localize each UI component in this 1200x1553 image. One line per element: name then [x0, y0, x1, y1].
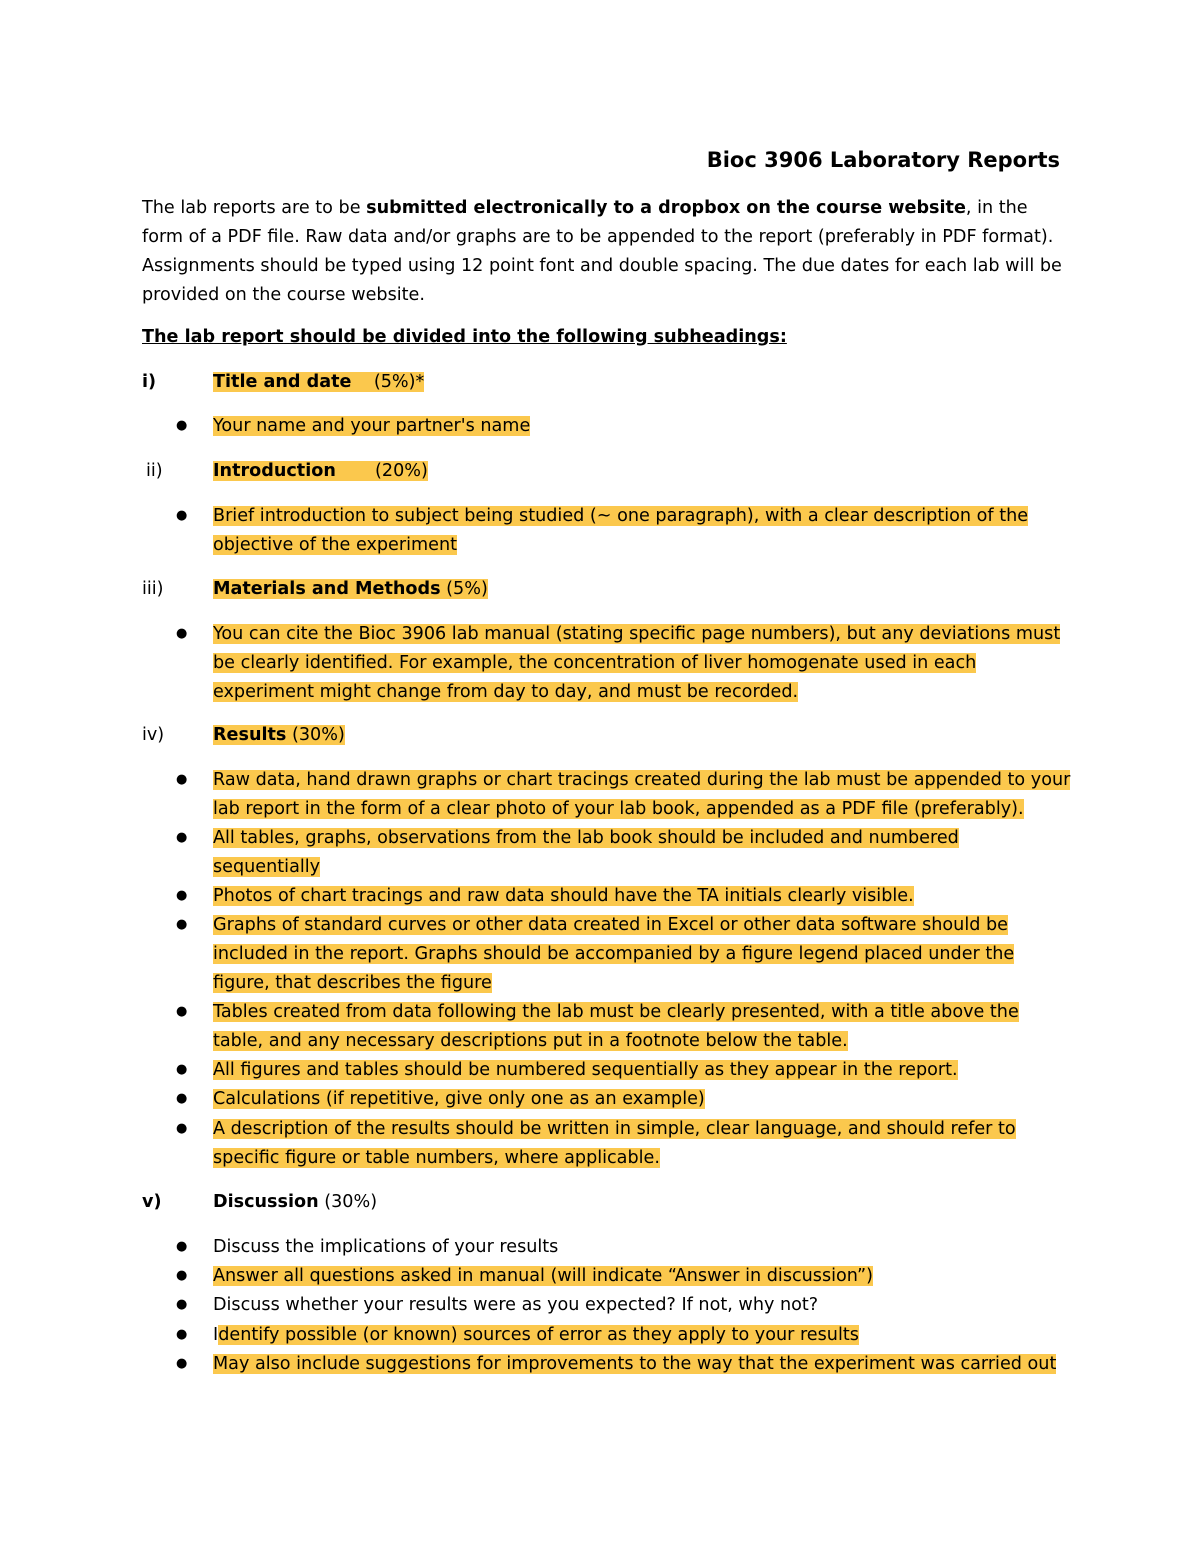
section-numeral: v)	[142, 1192, 162, 1212]
intro-text-1: The lab reports are to be	[142, 198, 367, 218]
section-title: Discussion	[213, 1192, 319, 1212]
intro-text-bold: submitted electronically to a dropbox on the course website	[366, 198, 966, 218]
intro-paragraph	[142, 194, 1062, 310]
list-item: Your name and your partner's name	[213, 416, 531, 436]
bullet-icon: ●	[176, 508, 188, 523]
section-heading	[213, 722, 345, 748]
bullet-icon: ●	[176, 418, 188, 433]
bullet-icon: ●	[176, 772, 188, 787]
list-item: Photos of chart tracings and raw data should have the TA initials clearly visible.	[213, 886, 914, 906]
intro-text-2: , in the form of a PDF file. Raw data and/or graphs are to be appended to the report (preferably in PDF format). Assignments should be typed using 12 point font and double spacing. The due dates for each lab will be provided on the course website.	[142, 198, 1062, 305]
list-item: Calculations (if repetitive, give only one as an example)	[213, 1089, 705, 1109]
section-weight: (5%)	[446, 579, 488, 599]
section-weight: (30%)	[324, 1192, 378, 1212]
section-heading	[213, 576, 488, 602]
section-title: Materials and Methods	[213, 579, 441, 599]
bullet-icon: ●	[176, 1268, 188, 1283]
subheadings-heading: The lab report should be divided into the following subheadings:	[142, 327, 787, 347]
list-item: Raw data, hand drawn graphs or chart tracings created during the lab must be appended to your lab report in the form of a clear photo of your lab book, appended as a PDF file (preferably).	[213, 770, 1071, 819]
list-item: All tables, graphs, observations from the lab book should be included and numbered sequentially	[213, 828, 959, 877]
section-title: Results	[213, 725, 287, 745]
bullet-icon: ●	[176, 1327, 188, 1342]
list-item: Answer all questions asked in manual (will indicate “Answer in discussion”)	[213, 1266, 873, 1286]
list-item: All figures and tables should be numbered sequentially as they appear in the report.	[213, 1060, 958, 1080]
section-title: Title and date	[213, 372, 352, 392]
list-item: A description of the results should be written in simple, clear language, and should refer to specific figure or table numbers, where applicable.	[213, 1119, 1016, 1168]
section-numeral: i)	[142, 372, 157, 392]
section-weight: (5%)*	[373, 372, 425, 392]
bullet-icon: ●	[176, 1004, 188, 1019]
list-item: Discuss the implications of your results	[213, 1237, 559, 1257]
bullet-icon: ●	[176, 888, 188, 903]
section-heading	[213, 1189, 377, 1215]
section-numeral: iv)	[142, 725, 165, 745]
section-heading	[213, 369, 424, 395]
bullet-icon: ●	[176, 1356, 188, 1371]
bullet-icon: ●	[176, 830, 188, 845]
list-item: May also include suggestions for improvements to the way that the experiment was carried out	[213, 1354, 1057, 1374]
section-heading	[213, 458, 428, 484]
list-item: Graphs of standard curves or other data created in Excel or other data software should be included in the report. Graphs should be accompanied by a figure legend placed under the figure, that describes the figure	[213, 915, 1015, 993]
section-numeral: iii)	[142, 579, 164, 599]
section-numeral: ii)	[146, 461, 163, 481]
section-weight: (30%)	[291, 725, 345, 745]
bullet-icon: ●	[176, 1239, 188, 1254]
bullet-icon: ●	[176, 1297, 188, 1312]
list-item: Identify possible (or known) sources of error as they apply to your results	[213, 1325, 859, 1345]
list-item: Tables created from data following the lab must be clearly presented, with a title above the table, and any necessary descriptions put in a footnote below the table.	[213, 1002, 1019, 1051]
list-item: Brief introduction to subject being studied (~ one paragraph), with a clear description of the objective of the experiment	[213, 506, 1029, 555]
section-weight: (20%)	[375, 461, 428, 481]
list-item: Discuss whether your results were as you expected? If not, why not?	[213, 1295, 819, 1315]
bullet-icon: ●	[176, 1091, 188, 1106]
bullet-icon: ●	[176, 626, 188, 641]
section-title: Introduction	[213, 461, 336, 481]
bullet-icon: ●	[176, 1062, 188, 1077]
list-item: You can cite the Bioc 3906 lab manual (stating specific page numbers), but any deviations must be clearly identified. For example, the concentration of liver homogenate used in each experiment might change from day to day, and must be recorded.	[213, 624, 1061, 702]
bullet-icon: ●	[176, 1121, 188, 1136]
bullet-icon: ●	[176, 917, 188, 932]
page-title: Bioc 3906 Laboratory Reports	[706, 148, 1060, 172]
